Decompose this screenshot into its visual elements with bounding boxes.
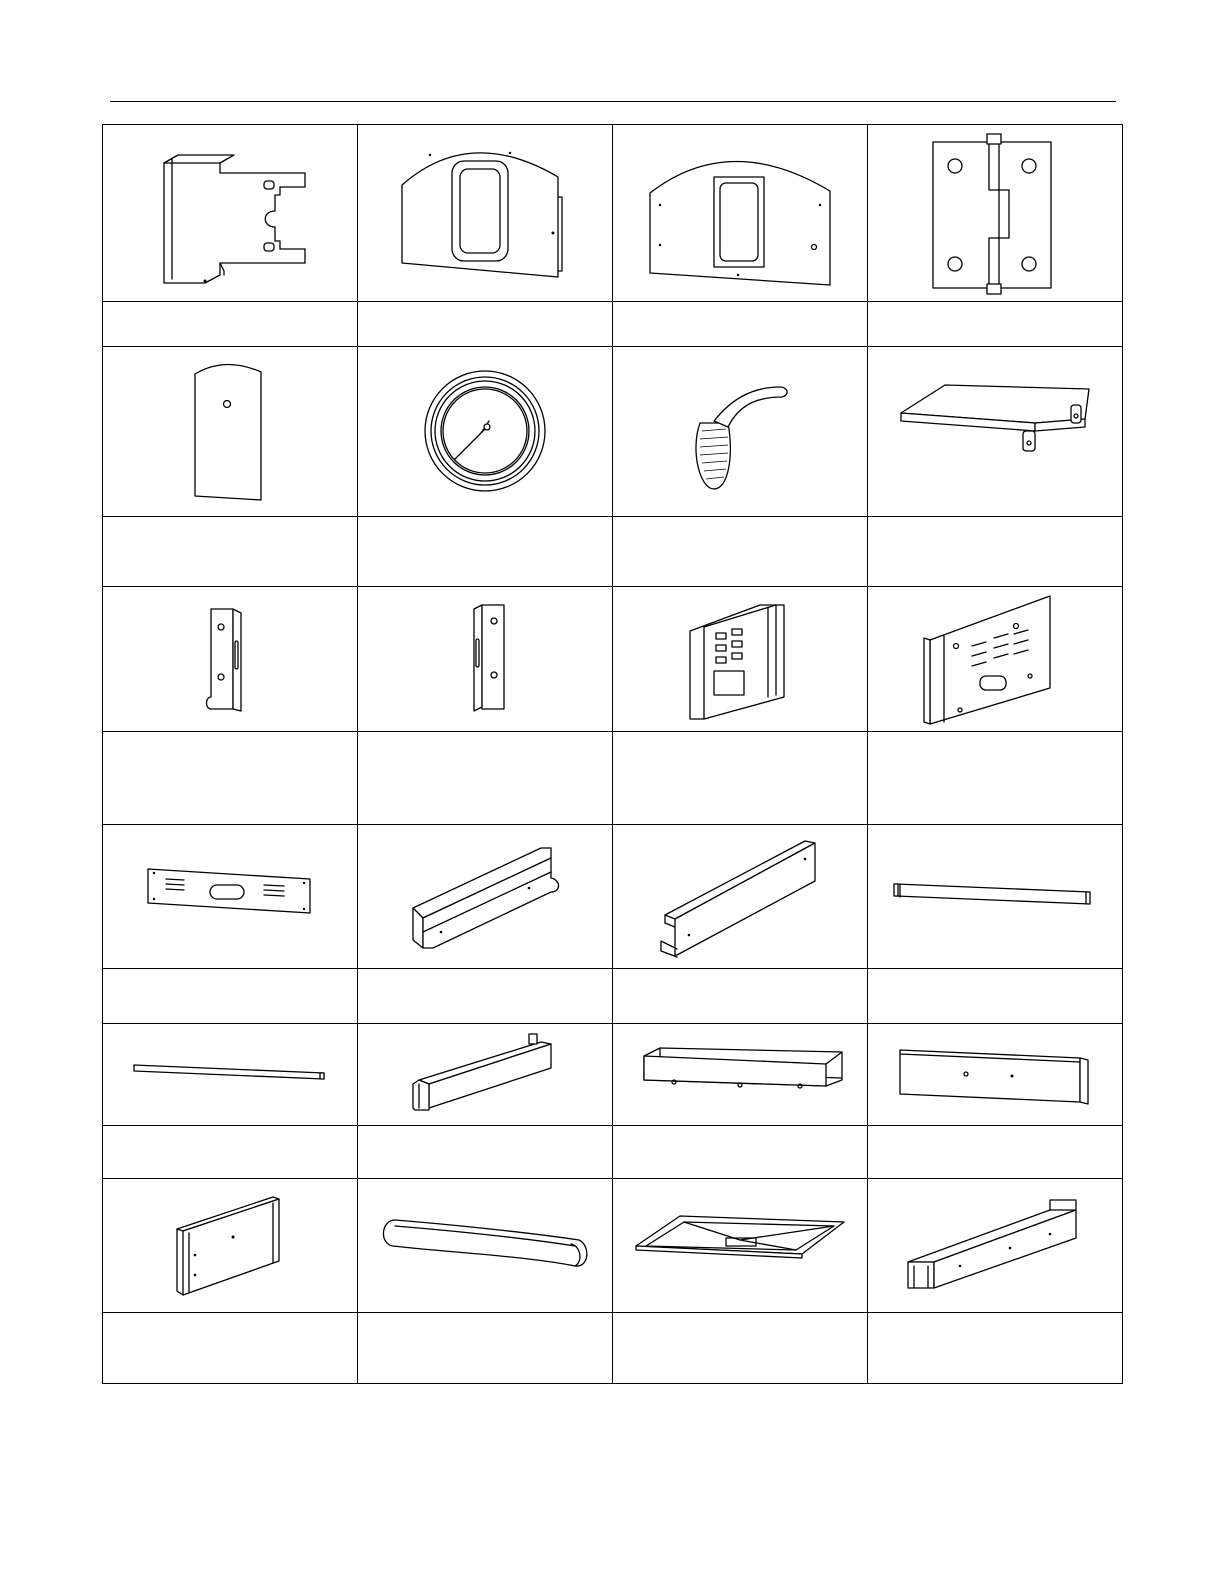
long-rod-icon xyxy=(130,1055,330,1095)
part-label xyxy=(103,1126,358,1179)
part-cell xyxy=(613,1178,868,1312)
part-cell xyxy=(868,824,1123,968)
part-label xyxy=(358,516,613,587)
thermometer-gauge-icon xyxy=(415,361,555,501)
angle-rail-icon xyxy=(655,831,825,961)
part-label xyxy=(868,516,1123,587)
open-tray-icon xyxy=(630,1040,850,1110)
part-cell xyxy=(613,347,868,517)
part-cell xyxy=(103,347,358,517)
part-cell xyxy=(613,824,868,968)
part-label xyxy=(868,1313,1123,1384)
part-cell xyxy=(358,824,613,968)
part-cell xyxy=(868,1023,1123,1126)
parts-image-row xyxy=(103,1023,1123,1126)
part-label xyxy=(613,731,868,824)
part-label xyxy=(613,301,868,346)
part-label xyxy=(868,301,1123,346)
part-label xyxy=(868,1126,1123,1179)
part-cell xyxy=(358,125,613,302)
parts-label-row xyxy=(103,516,1123,587)
part-cell xyxy=(613,125,868,302)
parts-label-row xyxy=(103,1313,1123,1384)
oven-front-panel-icon xyxy=(390,135,580,290)
part-label xyxy=(613,1313,868,1384)
part-cell xyxy=(358,1178,613,1312)
channel-rail-icon xyxy=(405,836,565,956)
part-label xyxy=(103,731,358,824)
u-channel-icon xyxy=(900,1196,1090,1296)
part-cell xyxy=(103,587,358,731)
part-cell xyxy=(103,1178,358,1312)
part-cell xyxy=(868,347,1123,517)
handle-bar-icon xyxy=(375,1206,595,1286)
parts-label-row xyxy=(103,731,1123,824)
oven-inner-panel-icon xyxy=(640,135,840,290)
part-label xyxy=(358,1313,613,1384)
part-cell xyxy=(358,1023,613,1126)
part-label xyxy=(358,731,613,824)
part-label xyxy=(613,516,868,587)
part-label xyxy=(613,1126,868,1179)
part-cell xyxy=(358,587,613,731)
shelf-tray-icon xyxy=(895,371,1095,491)
part-cell xyxy=(103,125,358,302)
vented-panel-icon xyxy=(140,861,320,931)
part-cell xyxy=(868,125,1123,302)
part-cell xyxy=(103,1023,358,1126)
part-cell xyxy=(868,587,1123,731)
part-cell xyxy=(868,1178,1123,1312)
support-arm-icon xyxy=(405,1030,565,1120)
part-cell xyxy=(613,1023,868,1126)
part-label xyxy=(358,1126,613,1179)
part-label xyxy=(358,301,613,346)
part-label xyxy=(103,301,358,346)
oven-door-icon xyxy=(185,356,275,506)
part-label xyxy=(358,969,613,1024)
parts-image-row xyxy=(103,125,1123,302)
header-rule xyxy=(110,101,1116,102)
parts-image-row xyxy=(103,824,1123,968)
parts-image-row xyxy=(103,587,1123,731)
part-cell xyxy=(358,347,613,517)
square-tube-icon xyxy=(890,876,1100,916)
part-label xyxy=(868,969,1123,1024)
part-label xyxy=(103,516,358,587)
side-frame-large-icon xyxy=(920,592,1070,727)
left-corner-bracket-icon xyxy=(195,599,265,719)
slide-rail-icon xyxy=(165,1191,295,1301)
hinge-icon xyxy=(925,130,1065,295)
part-cell xyxy=(613,587,868,731)
door-handle-icon xyxy=(670,361,810,501)
parts-label-row xyxy=(103,969,1123,1024)
part-label xyxy=(613,969,868,1024)
parts-table xyxy=(102,124,1123,1384)
part-label xyxy=(103,1313,358,1384)
side-frame-icon xyxy=(680,597,800,722)
parts-label-row xyxy=(103,1126,1123,1179)
parts-image-row xyxy=(103,347,1123,517)
parts-label-row xyxy=(103,301,1123,346)
part-label xyxy=(868,731,1123,824)
parts-image-row xyxy=(103,1178,1123,1312)
back-panel-icon xyxy=(890,1040,1100,1110)
part-cell xyxy=(103,824,358,968)
frame-tray-icon xyxy=(630,1206,850,1286)
right-corner-bracket-icon xyxy=(450,599,520,719)
offset-bracket-icon xyxy=(150,135,310,290)
part-label xyxy=(103,969,358,1024)
